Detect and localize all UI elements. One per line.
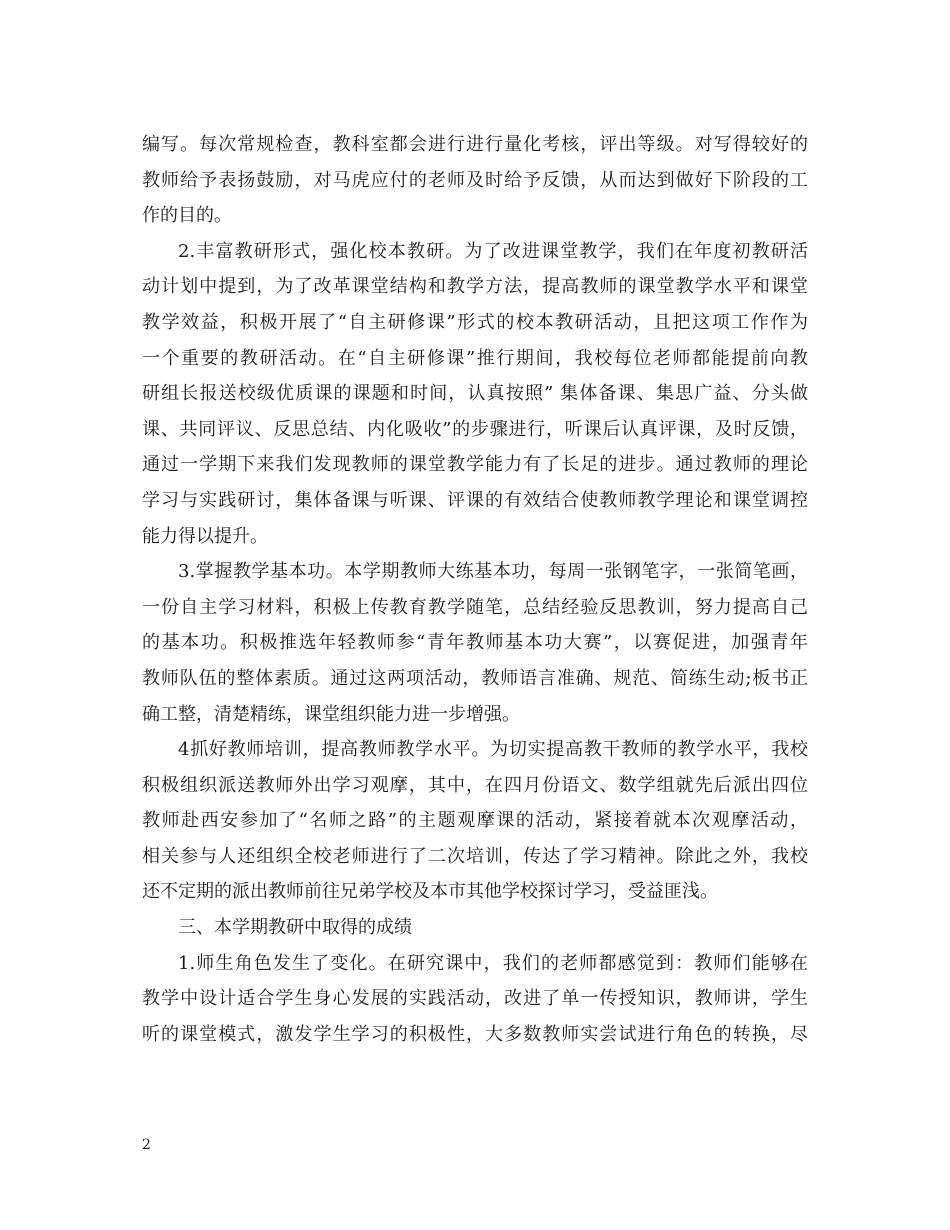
text-line: 研组长报送校级优质课的课题和时间，认真按照” 集体备课、集思广益、分头做: [142, 383, 808, 405]
paragraph-start-line: 2.丰富教研形式，强化校本教研。为了改进课堂教学，我们在年度初教研活: [178, 240, 808, 262]
text-line: 教师赴西安参加了“名师之路”的主题观摩课的活动，紧接着就本次观摩活动，: [142, 810, 808, 832]
text-line: 一个重要的教研活动。在“自主研修课”推行期间，我校每位老师都能提前向教: [142, 347, 808, 369]
body-text: [142, 127, 808, 1052]
text-line: 课、共同评议、反思总结、内化吸收”的步骤进行，听课后认真评课，及时反馈，: [142, 418, 808, 440]
text-line: 教师给予表扬鼓励，对马虎应付的老师及时给予反馈，从而达到做好下阶段的工: [142, 169, 808, 191]
text-line: 学习与实践研讨，集体备课与听课、评课的有效结合使教师教学理论和课堂调控: [142, 489, 808, 511]
text-line: 作的目的。: [142, 205, 232, 227]
page-number: 2: [142, 1137, 151, 1153]
text-line: 相关参与人还组织全校老师进行了二次培训，传达了学习精神。除此之外，我校: [142, 845, 808, 867]
text-line: 教学效益，积极开展了“自主研修课”形式的校本教研活动，且把这项工作作为: [142, 311, 808, 333]
text-line: 教师队伍的整体素质。通过这两项活动，教师语言准确、规范、简练生动;板书正: [142, 667, 808, 689]
text-line: 积极组织派送教师外出学习观摩，其中，在四月份语文、数学组就先后派出四位: [142, 774, 808, 796]
text-line: 通过一学期下来我们发现教师的课堂教学能力有了长足的进步。通过教师的理论: [142, 454, 808, 476]
text-line: 能力得以提升。: [142, 525, 268, 547]
text-line: 听的课堂模式，激发学生学习的积极性，大多数教师实尝试进行角色的转换，尽: [142, 1023, 808, 1045]
text-line: 确工整，清楚精练，课堂组织能力进一步增强。: [142, 703, 520, 725]
text-line: 教学中设计适合学生身心发展的实践活动，改进了单一传授知识，教师讲，学生: [142, 988, 808, 1010]
paragraph-start-line: 3.掌握教学基本功。本学期教师大练基本功，每周一张钢笔字，一张简笔画，: [178, 561, 808, 583]
text-line: 动计划中提到，为了改革课堂结构和教学方法，提高教师的课堂教学水平和课堂: [142, 276, 808, 298]
text-line: 一份自主学习材料，积极上传教育教学随笔，总结经验反思教训，努力提高自己: [142, 596, 808, 618]
text-line: 编写。每次常规检查，教科室都会进行进行量化考核，评出等级。对写得较好的: [142, 134, 808, 155]
paragraph-start-line: 4抓好教师培训，提高教师教学水平。为切实提高教干教师的教学水平，我校: [178, 739, 808, 761]
text-line: 还不定期的派出教师前往兄弟学校及本市其他学校探讨学习，受益匪浅。: [142, 881, 718, 903]
section-heading: 三、本学期教研中取得的成绩: [178, 917, 412, 939]
paragraph-start-line: 1.师生角色发生了变化。在研究课中，我们的老师都感觉到：教师们能够在: [178, 952, 808, 974]
text-line: 的基本功。积极推选年轻教师参“青年教师基本功大赛”，以赛促进，加强青年: [142, 632, 808, 654]
